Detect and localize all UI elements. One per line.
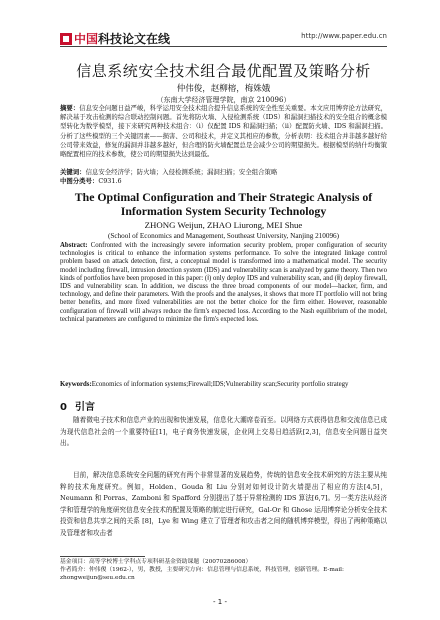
logo-text: 科技论文在线 bbox=[98, 32, 171, 46]
chinese-keywords-text: 信息安全经济学；防火墙；入侵检测系统；漏洞扫描；安全组合策略 bbox=[85, 168, 278, 176]
english-abstract-text: Confronted with the increasingly severe information security problem, proper configuration of security technologies is critical to enhance the information systems performance. To solve the integrated linkage control problem based on attack detection, first, a conceptual model is transformed into a mathematical model. The security model including firewall, intrusion detection system (IDS) and vulnerability scan is analyzed by game theory. Then two kinds of portfolios have been proposed in this paper: (ⅰ) only deploy IDS and vulnerability scan, and (ⅱ) deploy firewall, IDS and vulnerability scan. In addition, we discuss the three broad components of our model—hacker, firm, and technology, and define their parameters. With the proofs and the analyses, it shows that more IT portfolio will not bring better benefits, and more fixed vulnerabilities are not the better choice for the firm either. However, reasonable configuration of firewall will always reduce the firm's expected loss. According to the Nash equilibrium of the model, technical parameters are configured to minimize the firm's expected loss. bbox=[60, 242, 387, 323]
chinese-keywords bbox=[60, 168, 387, 177]
page-number: - 1 - bbox=[213, 598, 227, 606]
english-affiliation: (School of Economics and Management, Southeast University, Nanjing 210096) bbox=[107, 232, 340, 240]
body-paragraph-2: 目前，解决信息系统安全问题的研究有两个非常显著的发展趋势，传统的信息安全技术研究的方法主要从纯粹的技术角度研究。例如，Holden、Gouda 和 Liu 分别对如何设计防火墙提出了相应的方法[4,5]，Neumann 和 Porras、Zamboni 和 Spafford 分别提出了基于异常检测的 IDS 算法[6,7]。另一类方法从经济学和管理学的角度研究信息安全技术的配置及策略的制定进行研究，Gal-Or 和 Ghose 运用博弈论分析安全技术投资和信息共享之间的关系 [8]，Lye 和 Wing 建立了管理者和攻击者之间的随机博弈模型，得出了两种策略以及管理者和攻击者 bbox=[60, 471, 387, 537]
english-title: The Optimal Configuration and Their Strategic Analysis of Information System Security Technology bbox=[74, 190, 373, 218]
chinese-authors: 仲伟俊，赵柳榕，梅姝娥 bbox=[176, 84, 271, 94]
site-logo[interactable] bbox=[60, 30, 170, 47]
section-title: 引言 bbox=[74, 402, 95, 413]
chinese-affiliation: （东南大学经济管理学院，南京 210096） bbox=[156, 96, 291, 104]
body-paragraph-1: 随着微电子技术和信息产业的出现和快速发展，信息化大潮席卷而至。以网络方式获得信息和交流信息已成为现代信息社会的一个重要特征[1]，电子商务快速发展，企业网上交易日趋活跃[2,3]，信息安全问题日益突出。 bbox=[60, 416, 387, 447]
footnote-author: 作者简介：仲伟俊（1962-），男，教授，主要研究方向：信息管理与信息系统，科技管理，创新管理。E-mail: zhongweijun@seu.edu.cn bbox=[60, 567, 344, 582]
chinese-abstract-label: 摘要： bbox=[60, 104, 80, 112]
page-header bbox=[0, 0, 440, 46]
chinese-abstract bbox=[60, 104, 387, 159]
chinese-title: 信息系统安全技术组合最优配置及策略分析 bbox=[76, 62, 371, 80]
english-keywords bbox=[60, 381, 387, 389]
classification bbox=[60, 177, 387, 186]
english-abstract bbox=[60, 242, 387, 324]
footnote-rule bbox=[60, 556, 145, 557]
english-abstract-label: Abstract: bbox=[60, 242, 88, 249]
classification-code: C931.6 bbox=[98, 177, 122, 185]
site-url[interactable]: http://www.paper.edu.cn bbox=[301, 32, 387, 40]
logo-mark-icon bbox=[60, 33, 72, 45]
chinese-keywords-label: 关键词： bbox=[60, 168, 86, 176]
footnote-fund: 基金项目：高等学校博士学科点专项科研基金资助课题（20070286008） bbox=[60, 559, 252, 565]
english-authors: ZHONG Weijun, ZHAO Liurong, MEI Shue bbox=[144, 220, 303, 230]
english-keywords-text: Economics of information systems;Firewall;IDS;Vulnerability scan;Security portfolio strategy bbox=[91, 381, 349, 388]
footnote bbox=[60, 558, 387, 583]
logo-prefix: 中国 bbox=[74, 32, 99, 46]
chinese-abstract-text: 信息安全问题日益严峻，科学运用安全技术组合提升信息系统的安全性至关重要。本文应用博弈论方法研究，解决基于攻击检测的综合联动控制问题。首先将防火墙、入侵检测系统（IDS）和漏洞扫描技术的安全组合的概念模型转化为数学模型，接下来研究两种技术组合：（i）仅配置 IDS 和漏洞扫描；（ii）配置防火墙、IDS 和漏洞扫描。分析了这些模型的三个关键因素——损害、公司和技术，并定义其相应的参数，分析表明：技术组合并非越多越好给公司带来效益，修复的漏洞并非越多越好，但合理的防火墙配置总是会减少公司的期望损失。根据模型的纳什均衡策略配置相应的技术参数，使公司的期望损失达到最低。 bbox=[60, 104, 388, 159]
section-number: 0 bbox=[60, 402, 67, 413]
english-keywords-label: Keywords: bbox=[60, 381, 92, 388]
section-heading bbox=[60, 398, 387, 413]
header-rule bbox=[60, 46, 387, 47]
classification-label: 中图分类号： bbox=[60, 177, 99, 185]
